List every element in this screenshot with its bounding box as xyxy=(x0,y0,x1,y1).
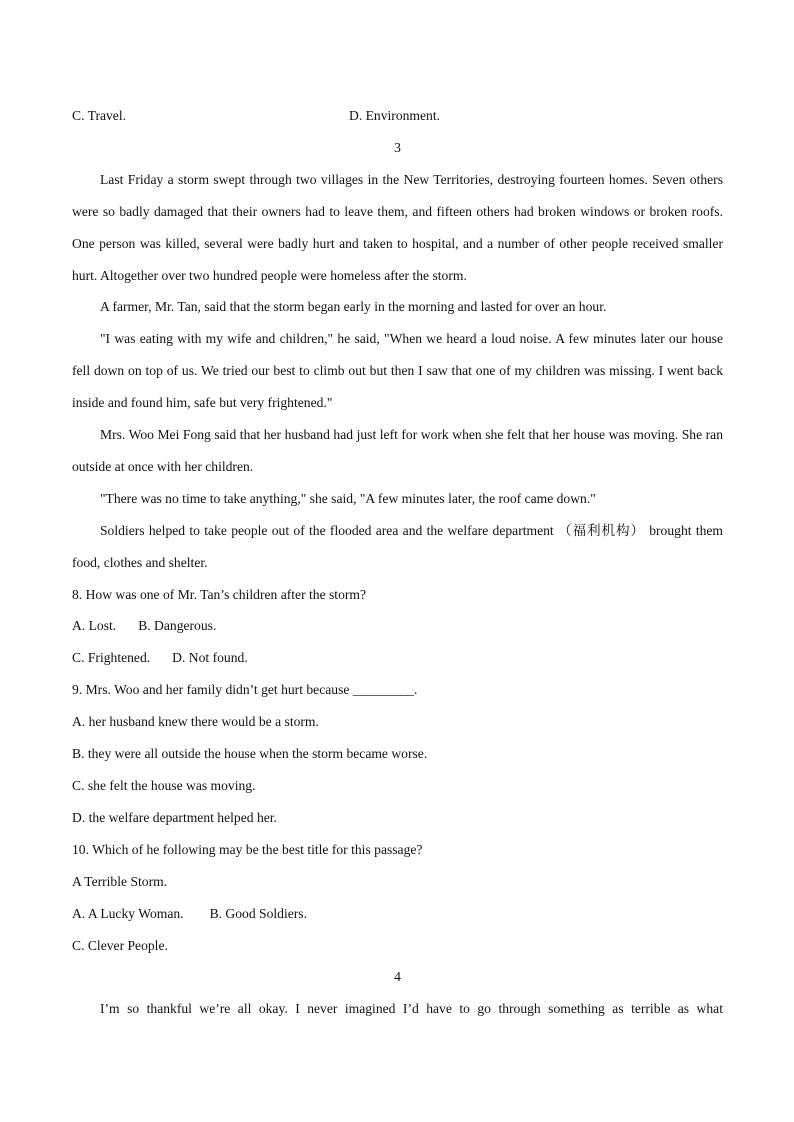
passage-paragraph: A farmer, Mr. Tan, said that the storm began early in the morning and lasted for over an hour. xyxy=(100,299,607,315)
option-c: C. Frightened. xyxy=(72,650,151,666)
option-b-alt: B. Good Soldiers. xyxy=(209,905,307,921)
previous-question-options xyxy=(72,100,723,132)
option-d: D. Environment. xyxy=(349,108,440,123)
option-d: D. the welfare department helped her. xyxy=(72,809,277,825)
option-c: C. Travel. xyxy=(72,108,127,123)
passage-3 xyxy=(72,164,723,579)
question-stem: 8. How was one of Mr. Tan’s children after the storm? xyxy=(72,586,367,602)
option-row xyxy=(72,610,723,642)
option-a: A. Lost. xyxy=(72,618,117,634)
question-stem: 9. Mrs. Woo and her family didn’t get hurt because _________. xyxy=(72,682,418,698)
question-8 xyxy=(72,579,723,675)
page-content xyxy=(72,100,723,1025)
option-a: A. her husband knew there would be a storm. xyxy=(72,714,319,730)
section-number-3: 3 xyxy=(394,139,401,155)
passage-paragraph: Mrs. Woo Mei Fong said that her husband had just left for work when she felt that her house was moving. She ran outside at once with her children. xyxy=(72,427,723,474)
passage-4-first-line: I’m so thankful we’re all okay. I never imagined I’d have to go through something as terrible as what xyxy=(100,1001,723,1017)
question-10 xyxy=(72,834,723,962)
option-row xyxy=(72,642,723,674)
section-number-4: 4 xyxy=(394,969,401,985)
option-c: C. Clever People. xyxy=(72,937,168,953)
passage-paragraph: "There was no time to take anything," she said, "A few minutes later, the roof came down." xyxy=(100,490,596,506)
question-stem: 10. Which of he following may be the best title for this passage? xyxy=(72,841,423,857)
question-9 xyxy=(72,674,723,834)
option-d: D. Not found. xyxy=(172,650,248,666)
option-b: B. they were all outside the house when the storm became worse. xyxy=(72,746,428,762)
passage-paragraph: Soldiers helped to take people out of the flooded area and the welfare department （福利机构） brought them food, clothes and shelter. xyxy=(72,522,723,570)
passage-paragraph: "I was eating with my wife and children," he said, "When we heard a loud noise. A few minutes later our house fell down on top of us. We tried our best to climb out but then I saw that one of my children was missing. I went back inside and found him, safe but very frightened." xyxy=(72,331,723,411)
option-a: A Terrible Storm. xyxy=(72,873,168,889)
passage-paragraph: Last Friday a storm swept through two villages in the New Territories, destroying fourteen homes. Seven others were so badly damaged that their owners had to leave them, and fifteen others had broken windows or broken roofs. One person was killed, several were badly hurt and taken to hospital, and a number of other people received smaller hurt. Altogether over two hundred people were homeless after the storm. xyxy=(72,171,723,283)
option-c: C. she felt the house was moving. xyxy=(72,778,256,794)
option-b: B. Dangerous. xyxy=(138,618,217,634)
option-row xyxy=(72,898,723,930)
option-b: A. A Lucky Woman. xyxy=(72,905,184,921)
